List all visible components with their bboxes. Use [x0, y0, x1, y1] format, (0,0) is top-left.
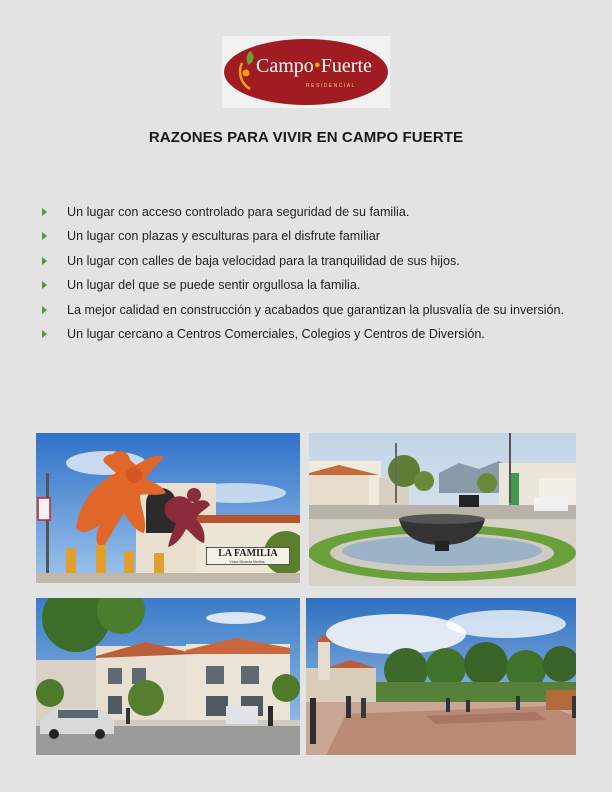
list-item-text: Un lugar con calles de baja velocidad para la tranquilidad de sus hijos. — [67, 253, 460, 268]
bullet-arrow-icon — [42, 281, 47, 289]
logo — [222, 36, 390, 108]
bullet-arrow-icon — [42, 208, 47, 216]
logo-dot: • — [313, 55, 321, 77]
photo-sculpture — [36, 433, 300, 583]
list-item-text: Un lugar del que se puede sentir orgullosa la familia. — [67, 278, 361, 293]
list-item-text: Un lugar con acceso controlado para seguridad de su familia. — [67, 205, 410, 219]
page-title: RAZONES PARA VIVIR EN CAMPO FUERTE — [148, 129, 464, 146]
list-item-text: Un lugar con plazas y esculturas para el disfrute familiar — [67, 229, 380, 244]
bullet-arrow-icon — [42, 306, 47, 314]
logo-name-part1: Campo — [256, 55, 314, 77]
list-item-text: Un lugar cercano a Centros Comerciales, Colegios y Centros de Diversión. — [67, 326, 485, 341]
photo-houses — [36, 598, 300, 755]
photo-plaza — [306, 598, 576, 755]
logo-oval — [224, 39, 388, 105]
logo-tagline: RESIDENCIAL — [306, 83, 356, 89]
logo-name — [256, 55, 372, 78]
logo-name-part2: Fuerte — [320, 55, 372, 77]
sculpture-sign-subtitle: Víctor Miranda Medina — [229, 560, 265, 564]
bullet-arrow-icon — [42, 257, 47, 265]
photo-fountain — [309, 433, 576, 586]
bullet-arrow-icon — [42, 330, 47, 338]
sculpture-sign: LA FAMILIA — [206, 547, 290, 565]
bullet-arrow-icon — [42, 232, 47, 240]
list-item-text: La mejor calidad en construcción y acabados que garantizan la plusvalía de su inversión. — [67, 302, 565, 317]
